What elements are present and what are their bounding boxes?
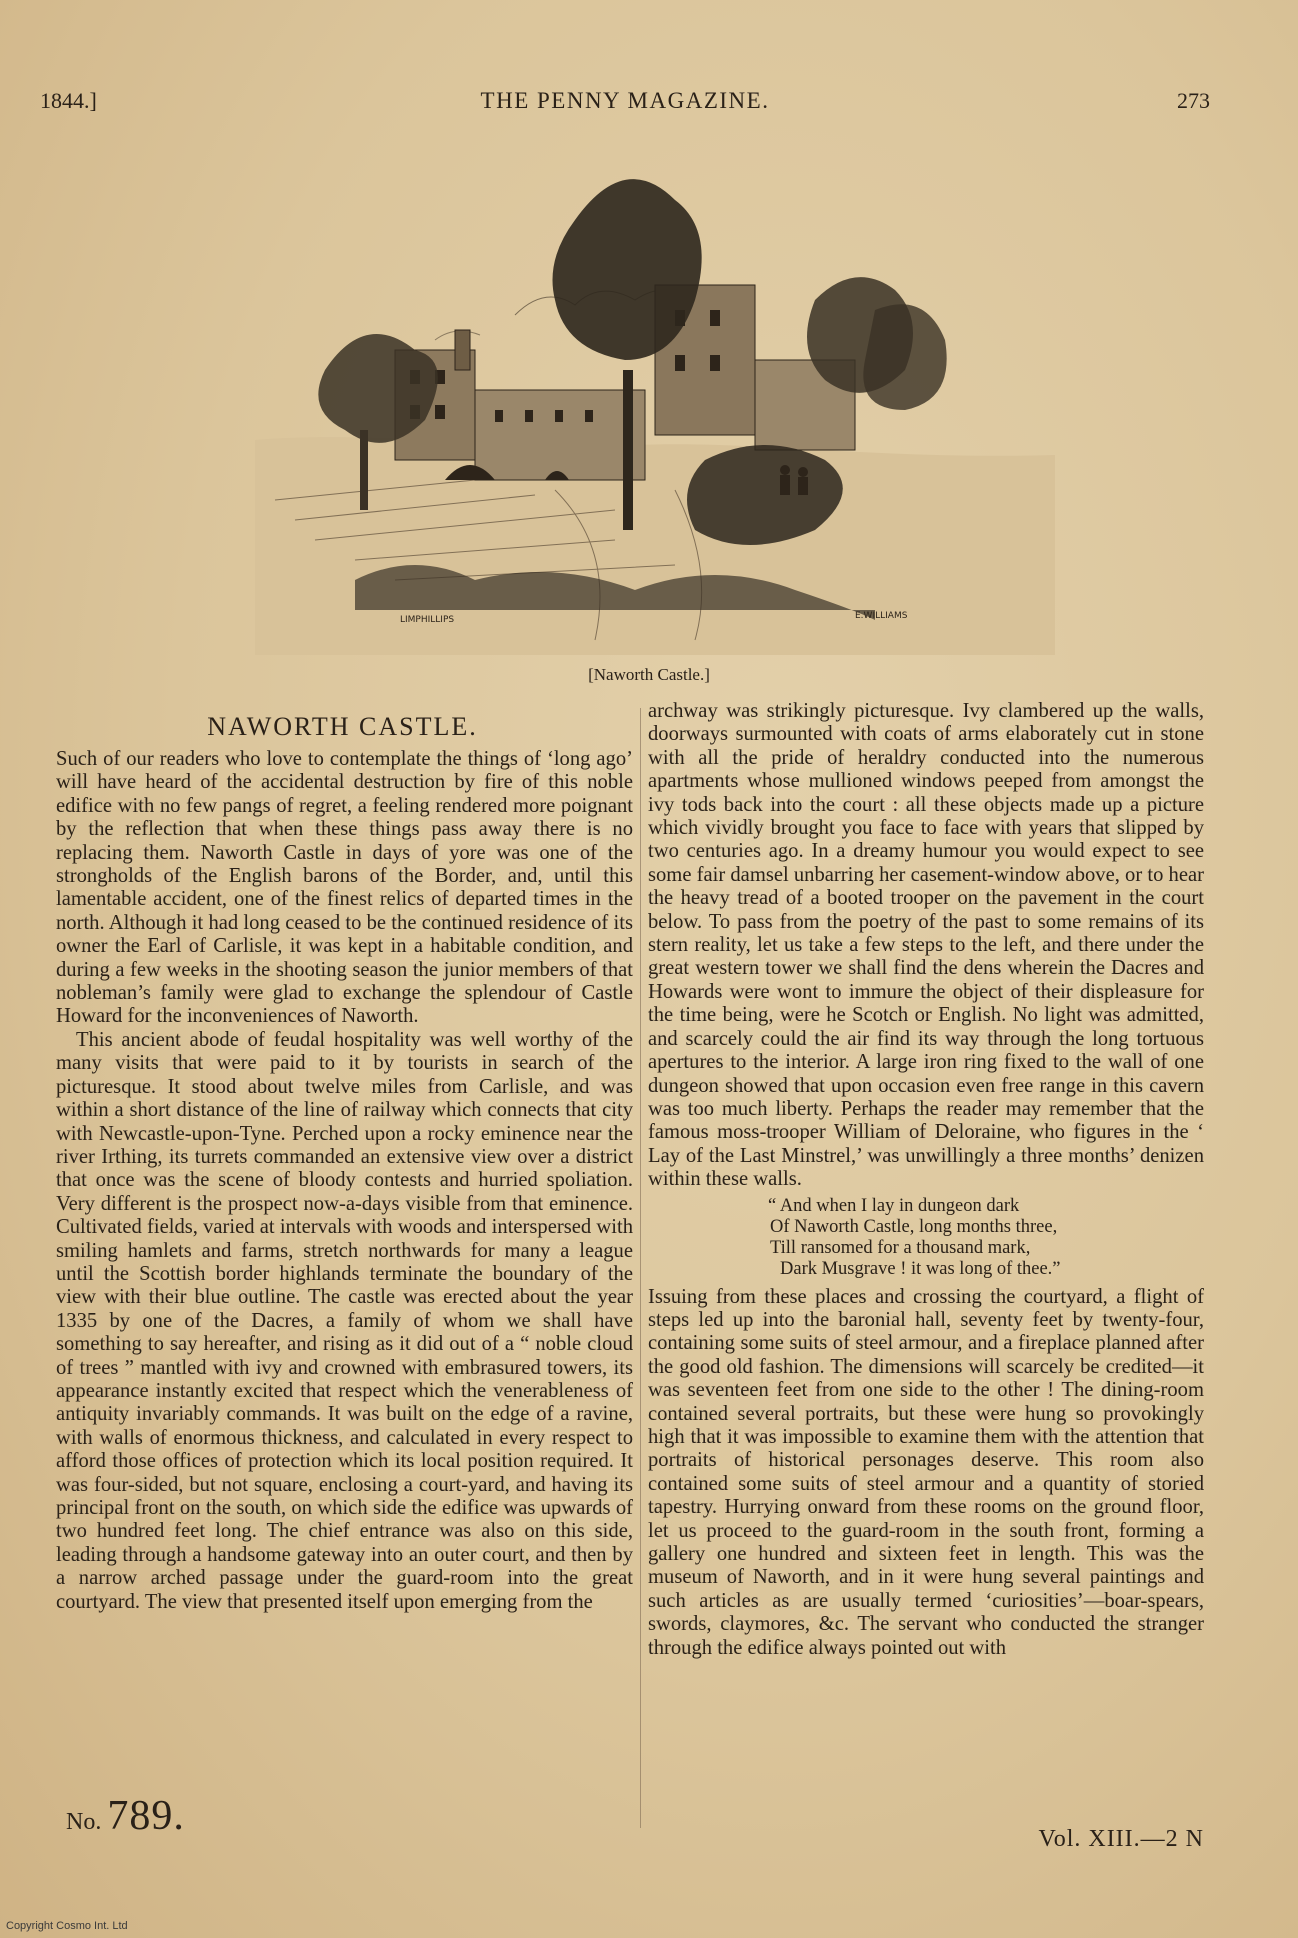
header-page-number: 273	[1177, 88, 1210, 113]
verse-line: “ And when I lay in dungeon dark	[768, 1195, 1020, 1216]
verse-quote	[768, 1196, 1204, 1280]
engraver-right: E.WILLIAMS	[855, 611, 908, 621]
verse-line: Dark Musgrave ! it was long of thee.”	[780, 1258, 1061, 1279]
column-rule	[640, 708, 641, 1828]
verse-line: Of Naworth Castle, long months three,	[770, 1216, 1058, 1237]
naworth-castle-engraving	[255, 140, 1055, 655]
paragraph-2: This ancient abode of feudal hospitality was well worthy of the many visits that were paid to it by tourists in search of the picturesque. It stood about twelve miles from Carlisle, and was within a short distance of the line of railway which connects that city with Newcastle-upon-Tyne. Perched upon a rocky eminence near the river Irthing, its turrets commanded an extensive view over a district that once was the scene of bloody contests and hurried spoliation. Very different is the prospect now-a-days visible from that eminence. Cultivated fields, varied at intervals with woods and interspersed with smiling hamlets and farms, stretch northwards for many a league until the Scottish border highlands terminate the boundary of the view with their blue outline. The castle was erected about the year 1335 by one of the Dacres, a family of whom we shall have something to say hereafter, and rising as it did out of a “ noble cloud of trees ” mantled with ivy and crowned with embrasured towers, its appearance instantly excited that respect which the venerableness of antiquity invariably commands. It was built on the edge of a ravine, with walls of enormous thickness, and calculated in every respect to afford those offices of protection which its local position required. It was four-sided, but not square, enclosing a court-yard, and having its principal front on the south, on which side the edifice was upwards of two hundred feet long. The chief entrance was also on this side, leading through a handsome gateway into an outer court, and then by a narrow arched passage under the guard-room into the great courtyard. The view that presented itself upon emerging from the	[56, 1028, 633, 1613]
issue-number-label: No.	[66, 1809, 102, 1835]
paragraph-1: Such of our readers who love to contemplate the things of ‘long ago’ will have heard of the accidental destruction by fire of this noble edifice with no few pangs of regret, a feeling rendered more poignant by the reflection that when these things pass away there is no replacing them. Naworth Castle in days of yore was one of the strongholds of the English barons of the Border, and, until this lamentable accident, one of the finest relics of departed times in the north. Although it had long ceased to be the continued residence of its owner the Earl of Carlisle, it was kept in a habitable condition, and during a few weeks in the shooting season the junior members of that nobleman’s family were glad to exchange the splendour of Castle Howard for the inconveniences of Naworth.	[56, 748, 633, 1028]
copyright-notice: Copyright Cosmo Int. Ltd	[6, 1920, 128, 1932]
engraver-left: LIMPHILLIPS	[400, 615, 455, 625]
left-column	[56, 748, 633, 1614]
article-title: NAWORTH CASTLE.	[207, 712, 478, 741]
header-title: THE PENNY MAGAZINE.	[480, 88, 770, 113]
header-year: 1844.]	[40, 88, 97, 113]
illustration-caption: [Naworth Castle.]	[588, 665, 710, 684]
verse-line: Till ransomed for a thousand mark,	[770, 1237, 1031, 1258]
page-header	[40, 88, 1210, 120]
volume-signature: Vol. XIII.—2 N	[1038, 1826, 1204, 1852]
issue-number	[66, 1792, 185, 1840]
issue-number-value: 789.	[107, 1793, 185, 1839]
right-column	[648, 700, 1204, 1660]
paragraph-4: Issuing from these places and crossing the courtyard, a flight of steps led up into the baronial hall, seventy feet by twenty-four, containing some suits of steel armour, and a fireplace planned after the good old fashion. The dimensions will scarcely be credited—it was seventeen feet from one side to the other ! The dining-room contained several portraits, but these were hung so provokingly high that it was impossible to examine them with the attention that portraits of historical personages deserve. This room also contained some suits of steel armour and a quantity of storied tapestry. Hurrying onward from these rooms on the ground floor, let us proceed to the guard-room in the south front, forming a gallery one hundred and sixteen feet in length. This was the museum of Naworth, and in it were hung several paintings and such articles as are usually termed ‘curiosities’—boar-spears, swords, claymores, &c. The servant who conducted the stranger through the edifice always pointed out with	[648, 1285, 1204, 1659]
paragraph-3: archway was strikingly picturesque. Ivy clambered up the walls, doorways surmounted with coats of arms elaborately cut in stone with all the pride of heraldry conducted into the numerous apartments whose mullioned windows peeped from amongst the ivy tods back into the court : all these objects made up a picture which vividly brought you face to face with years that slipped by two centuries ago. In a dreamy humour you would expect to see some fair damsel unbarring her casement-window above, or to hear the heavy tread of a booted trooper on the pavement in the court below. To pass from the poetry of the past to some remains of its stern reality, let us take a few steps to the left, and there under the great western tower we shall find the dens wherein the Dacres and Howards were wont to immure the object of their displeasure for the time being, were he Scotch or English. No light was admitted, and scarcely could the air find its way through the long tortuous apertures to the interior. A large iron ring fixed to the wall of one dungeon showed that upon occasion even free range in this cavern was too much liberty. Perhaps the reader may remember that the famous moss-trooper William of Deloraine, who figures in the ‘ Lay of the Last Minstrel,’ was unwillingly a three months’ denizen within these walls.	[648, 700, 1204, 1191]
